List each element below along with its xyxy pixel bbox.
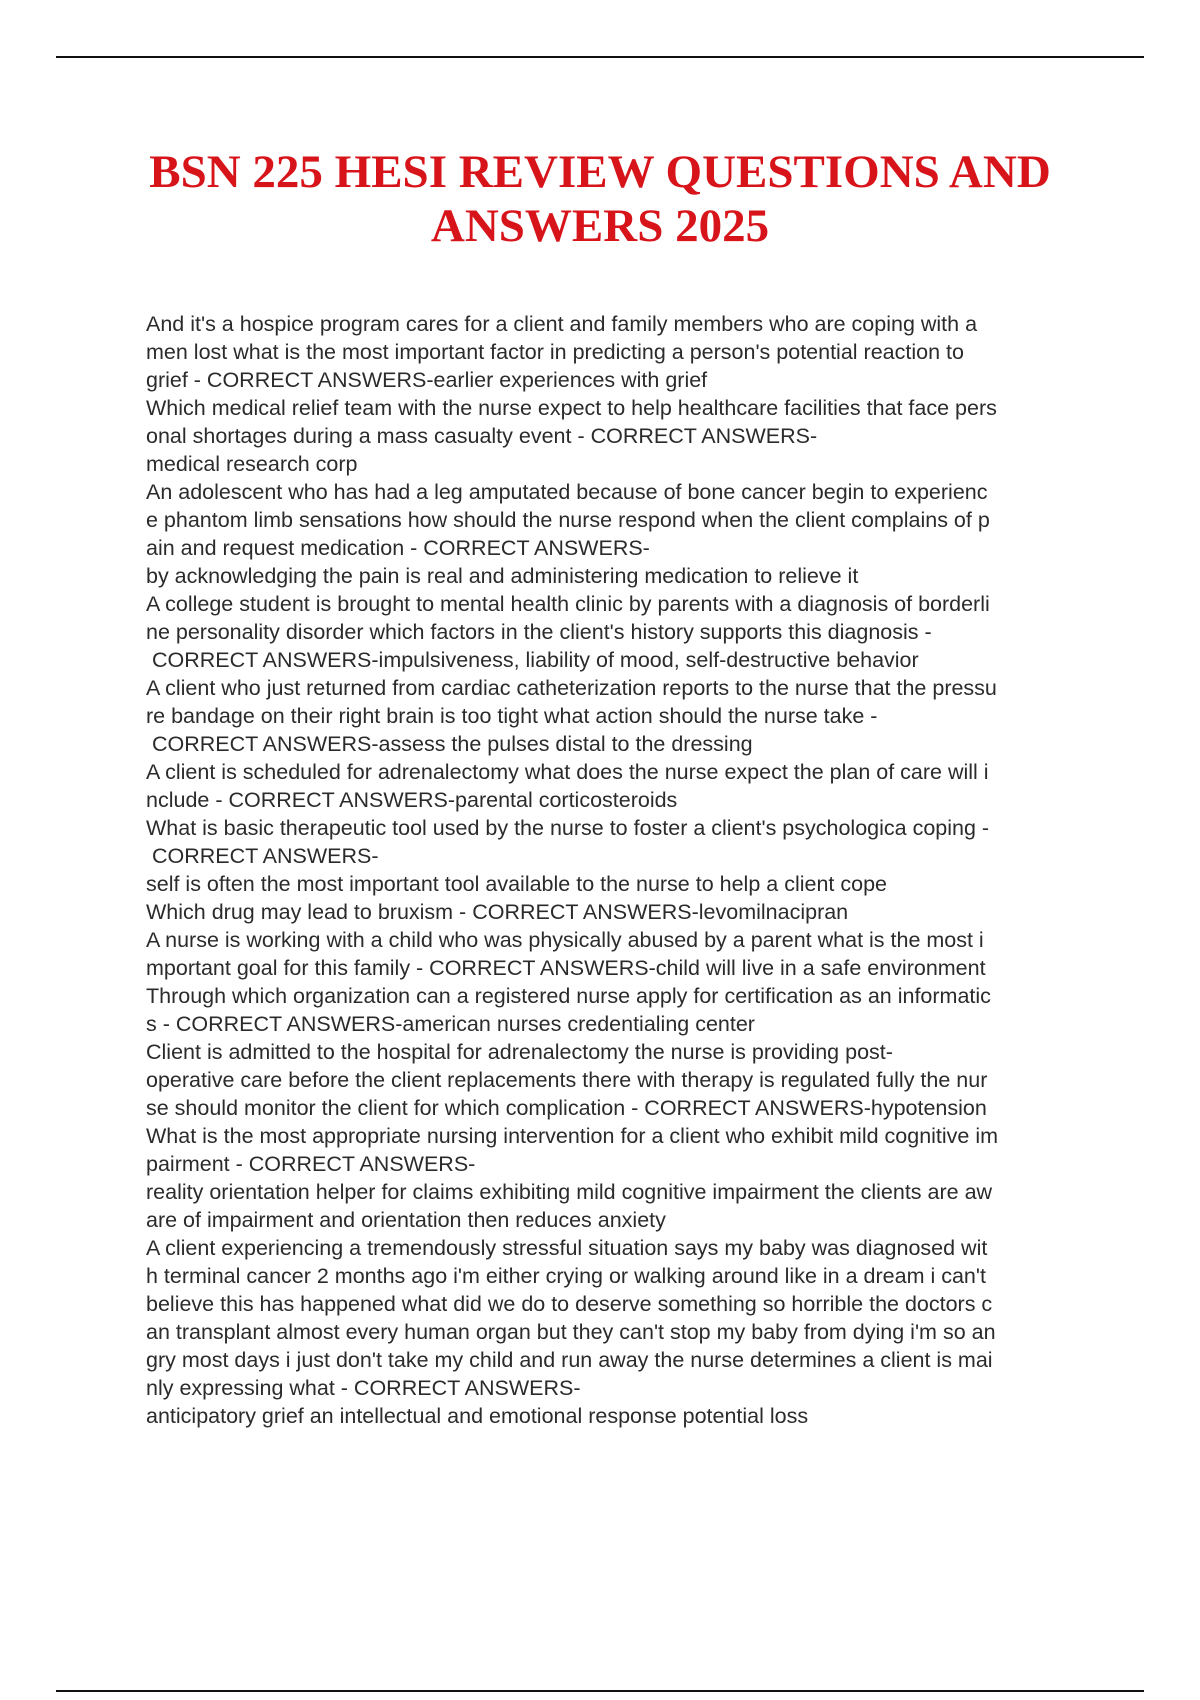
body-line: Which drug may lead to bruxism - CORRECT ANSWERS-levomilnacipran xyxy=(146,900,849,924)
body-line: h terminal cancer 2 months ago i'm either crying or walking around like in a dream i can't xyxy=(146,1264,986,1288)
body-line: A client is scheduled for adrenalectomy what does the nurse expect the plan of care will i xyxy=(146,760,989,784)
body-line: nclude - CORRECT ANSWERS-parental corticosteroids xyxy=(146,788,678,812)
body-line: CORRECT ANSWERS-assess the pulses distal to the dressing xyxy=(146,732,753,756)
body-line: self is often the most important tool available to the nurse to help a client cope xyxy=(146,872,887,896)
body-line: An adolescent who has had a leg amputated because of bone cancer begin to experienc xyxy=(146,480,988,504)
body-line: medical research corp xyxy=(146,452,358,476)
body-line: anticipatory grief an intellectual and emotional response potential loss xyxy=(146,1404,809,1428)
body-line: pairment - CORRECT ANSWERS- xyxy=(146,1152,476,1176)
body-line: mportant goal for this family - CORRECT ANSWERS-child will live in a safe environment xyxy=(146,956,986,980)
body-line: operative care before the client replacements there with therapy is regulated fully the nur xyxy=(146,1068,988,1092)
body-line: CORRECT ANSWERS- xyxy=(146,844,379,868)
body-line: And it's a hospice program cares for a client and family members who are coping with a xyxy=(146,312,978,336)
body-line: re bandage on their right brain is too tight what action should the nurse take - xyxy=(146,704,878,728)
body-line: s - CORRECT ANSWERS-american nurses credentialing center xyxy=(146,1012,755,1036)
bottom-rule xyxy=(56,1690,1144,1692)
body-line: gry most days i just don't take my child and run away the nurse determines a client is mai xyxy=(146,1348,993,1372)
body-line: A client who just returned from cardiac catheterization reports to the nurse that the pressu xyxy=(146,676,997,700)
body-line: A nurse is working with a child who was physically abused by a parent what is the most i xyxy=(146,928,984,952)
body-line: ain and request medication - CORRECT ANSWERS- xyxy=(146,536,650,560)
body-line: A college student is brought to mental health clinic by parents with a diagnosis of borderli xyxy=(146,592,990,616)
title-line: BSN 225 HESI REVIEW QUESTIONS AND xyxy=(149,146,1051,198)
body-line: onal shortages during a mass casualty event - CORRECT ANSWERS- xyxy=(146,424,818,448)
body-line: reality orientation helper for claims exhibiting mild cognitive impairment the clients are aw xyxy=(146,1180,993,1204)
body-line: Client is admitted to the hospital for adrenalectomy the nurse is providing post- xyxy=(146,1040,893,1064)
body-line: believe this has happened what did we do to deserve something so horrible the doctors c xyxy=(146,1292,993,1316)
body-line: Through which organization can a registered nurse apply for certification as an informatic xyxy=(146,984,991,1008)
body-line: nly expressing what - CORRECT ANSWERS- xyxy=(146,1376,581,1400)
body-line: se should monitor the client for which complication - CORRECT ANSWERS-hypotension xyxy=(146,1096,987,1120)
title-line: ANSWERS 2025 xyxy=(430,200,770,252)
body-line: ne personality disorder which factors in the client's history supports this diagnosis - xyxy=(146,620,932,644)
body-line: What is the most appropriate nursing intervention for a client who exhibit mild cognitive im xyxy=(146,1124,999,1148)
body-line: grief - CORRECT ANSWERS-earlier experiences with grief xyxy=(146,368,708,392)
body-line: men lost what is the most important factor in predicting a person's potential reaction to xyxy=(146,340,964,364)
body-line: CORRECT ANSWERS-impulsiveness, liability of mood, self-destructive behavior xyxy=(146,648,919,672)
body-line: are of impairment and orientation then reduces anxiety xyxy=(146,1208,666,1232)
body-line: What is basic therapeutic tool used by the nurse to foster a client's psychologica coping - xyxy=(146,816,990,840)
body-line: by acknowledging the pain is real and administering medication to relieve it xyxy=(146,564,859,588)
document-body xyxy=(146,310,1096,1430)
body-line: e phantom limb sensations how should the nurse respond when the client complains of p xyxy=(146,508,990,532)
document-title xyxy=(100,145,1100,253)
top-rule xyxy=(56,56,1144,58)
body-line: an transplant almost every human organ but they can't stop my baby from dying i'm so an xyxy=(146,1320,996,1344)
body-line: A client experiencing a tremendously stressful situation says my baby was diagnosed wit xyxy=(146,1236,988,1260)
body-line: Which medical relief team with the nurse expect to help healthcare facilities that face pers xyxy=(146,396,997,420)
